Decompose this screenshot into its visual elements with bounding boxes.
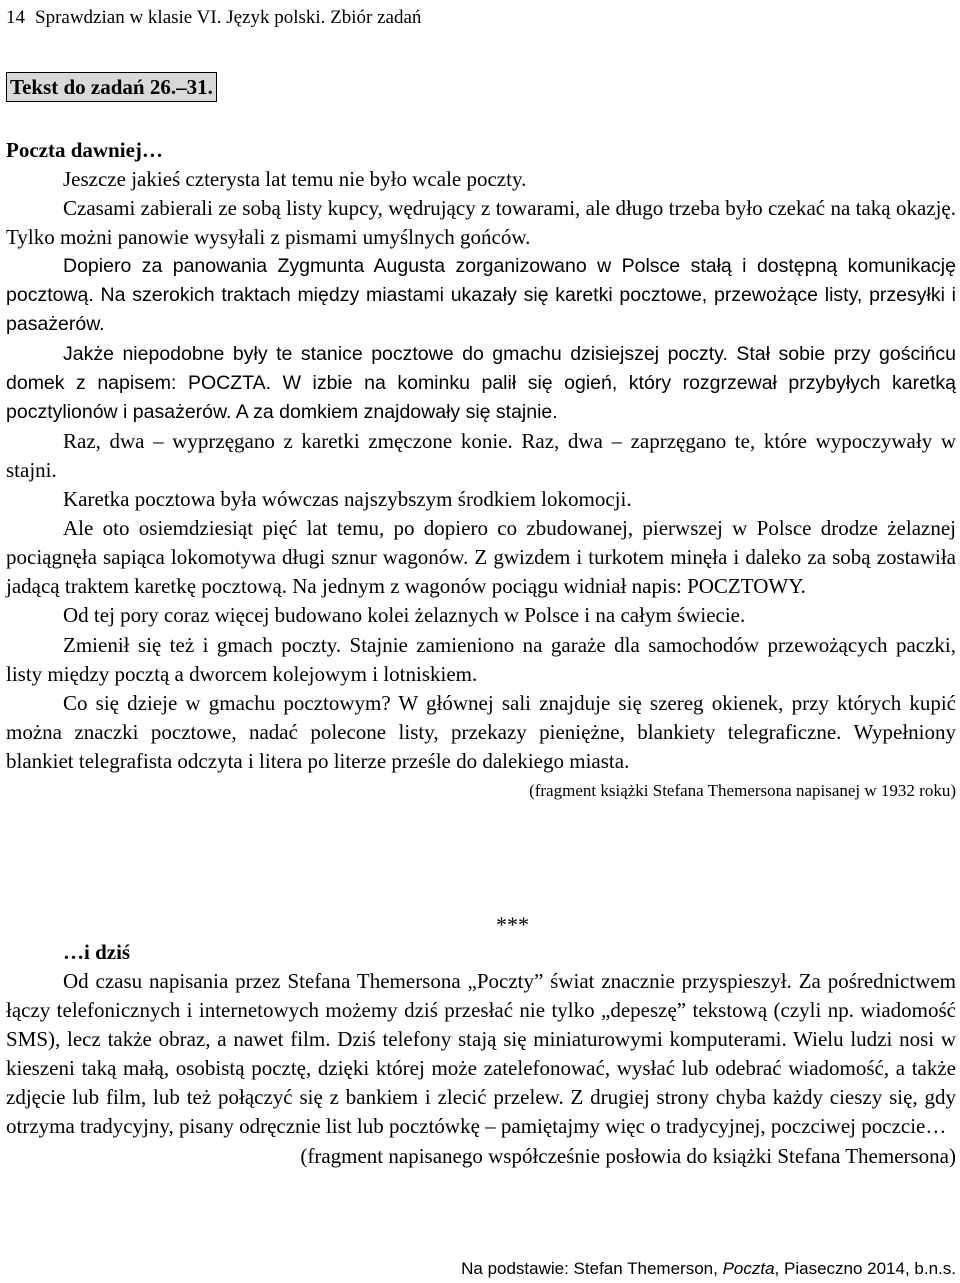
running-header bbox=[6, 6, 421, 30]
section-separator: *** bbox=[496, 912, 529, 937]
paragraph-3: Dopiero za panowania Zygmunta Augusta zorganizowano w Polsce stałą i dostępną komunikację pocztową. Na szerokich traktach między miastami ukazały się karetki pocztowe, przewożące listy, przesyłki i pasażerów. bbox=[6, 255, 956, 336]
part1-source: (fragment książki Stefana Themersona napisanej w 1932 roku) bbox=[529, 780, 956, 800]
page-number: 14 bbox=[6, 7, 25, 28]
bibliographic-citation bbox=[461, 1258, 956, 1280]
citation-prefix: Na podstawie: Stefan Themerson, bbox=[461, 1259, 723, 1278]
part1-block bbox=[6, 136, 956, 805]
paragraph-4: Jakże niepodobne były te stanice pocztowe do gmachu dzisiejszej poczty. Stał sobie przy gościńcu domek z napisem: POCZTA. W izbie na kominku palił się ogień, który rozgrzewał przybyłych karetką pocztylionów i pasażerów. A za domkiem znajdowały się stajnie. bbox=[6, 342, 956, 423]
paragraph-6: Karetka pocztowa była wówczas najszybszym środkiem lokomocji. bbox=[63, 487, 632, 512]
part2-paragraph: Od czasu napisania przez Stefana Themersona „Poczty” świat znacznie przyspieszył. Za pośrednictwem łączy telefonicznych i internetowych możemy dziś przesłać nie tylko „depeszę” tekstową (czyli np. wiadomość SMS), lecz także obraz, a nawet film. Dziś telefony stają się miniaturowymi komputerami. Wielu ludzi nosi w kieszeni taką małą, osobistą pocztę, dzięki której może zatelefonować, wysłać lub odebrać wiadomość, a także zdjęcie lub film, lub też połączyć się z bankiem i zlecić przelew. Z drugiej strony chyba każdy cieszy się, gdy otrzyma tradycyjny, pisany odręcznie list lub pocztówkę – pamiętajmy więc o tradycyjnej, poczciwej poczcie… bbox=[6, 969, 956, 1139]
paragraph-5: Raz, dwa – wyprzęgano z karetki zmęczone konie. Raz, dwa – zaprzęgano te, które wypoczywały w stajni. bbox=[6, 428, 956, 482]
part1-title: Poczta dawniej… bbox=[6, 138, 163, 162]
paragraph-7: Ale oto osiemdziesiąt pięć lat temu, po dopiero co zbudowanej, pierwszej w Polsce drodze żelaznej pociągnęła sapiąca lokomotywa długi sznur wagonów. Z gwizdem i turkotem minęła i daleko za sobą zostawiła jadącą traktem karetkę pocztową. Na jednym z wagonów pociągu widniał napis: POCZTOWY. bbox=[6, 516, 956, 599]
paragraph-8: Od tej pory coraz więcej budowano kolei żelaznych w Polsce i na całym świecie. bbox=[63, 603, 746, 628]
citation-suffix: , Piaseczno 2014, b.n.s. bbox=[774, 1259, 956, 1278]
part2-title: …i dziś bbox=[63, 940, 131, 964]
running-title: Sprawdzian w klasie VI. Język polski. Zbiór zadań bbox=[35, 7, 422, 28]
part2-block bbox=[6, 938, 956, 1171]
section-label: Tekst do zadań 26.–31. bbox=[6, 72, 217, 102]
paragraph-2: Czasami zabierali ze sobą listy kupcy, wędrujący z towarami, ale długo trzeba było czekać na taką okazję. Tylko możni panowie wysyłali z pismami umyślnych gońców. bbox=[6, 196, 956, 250]
paragraph-10: Co się dzieje w gmachu pocztowym? W głównej sali znajduje się szereg okienek, przy których kupić można znaczki pocztowe, nadać polecone listy, przekazy pieniężne, blankiety telegraficzne. Wypełniony blankiet telegrafista odczyta i litera po literze prześle do dalekiego miasta. bbox=[6, 690, 956, 773]
part2-source: (fragment napisanego współcześnie posłowia do książki Stefana Themersona) bbox=[300, 1143, 956, 1168]
paragraph-1: Jeszcze jakieś czterysta lat temu nie było wcale poczty. bbox=[63, 167, 527, 191]
paragraph-9: Zmienił się też i gmach poczty. Stajnie zamieniono na garaże dla samochodów przewożących paczki, listy między pocztą a dworcem kolejowym i lotniskiem. bbox=[6, 632, 956, 686]
citation-title: Poczta bbox=[722, 1259, 775, 1278]
